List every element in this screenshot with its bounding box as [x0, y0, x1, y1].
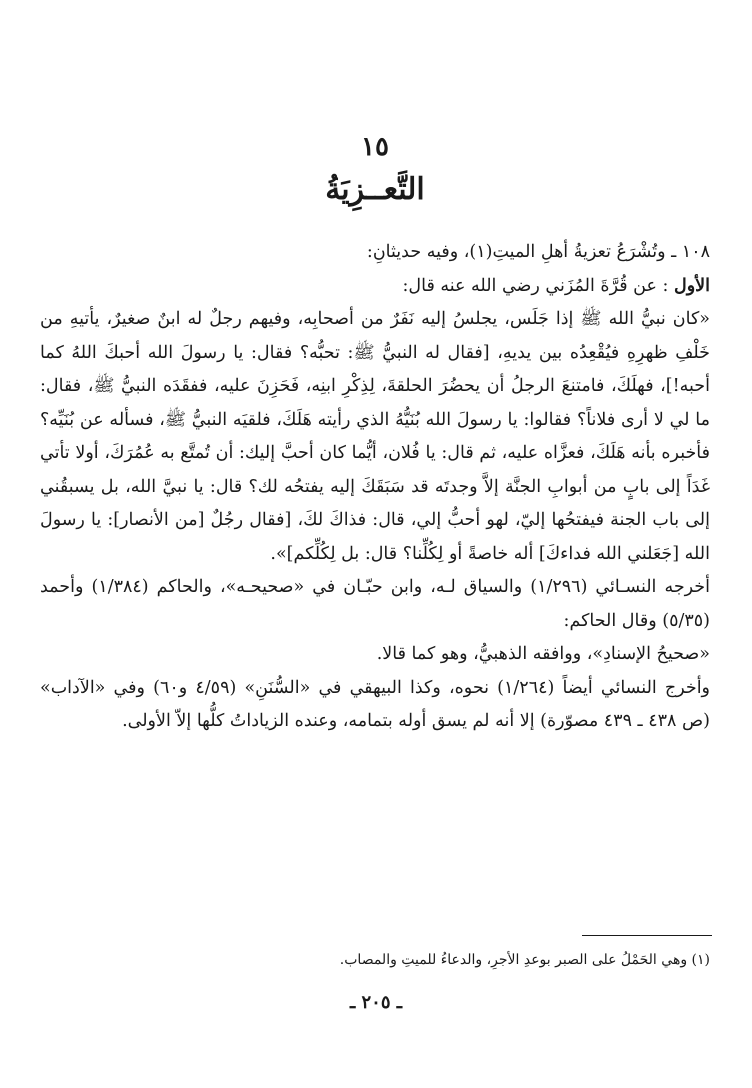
paragraph-text: : عن قُرَّةَ المُزَني رضي الله عنه قال:: [402, 275, 669, 296]
paragraph-takhrij: [40, 571, 710, 638]
footnote-divider: [582, 935, 712, 936]
paragraph-text: وأخرج النسائي أيضاً (١/٢٦٤) نحوه، وكذا البيهقي في «السُّنَنِ» (٤/٥٩ و٦٠) وفي «الآداب» (ص ٤٣٨ ـ ٤٣٩ مصوّرة) إلا أنه لم يسق أوله بتمامه، وعنده الزياداتُ كلُّها إلاّ الأولى.: [40, 677, 711, 731]
paragraph-text: أخرجه النسـائي (١/٢٩٦) والسياق لـه، وابن حبّـان في «صحيحـه»، والحاكم (١/٣٨٤) وأحمد (٥/٣٥) وقال الحاكم:: [40, 577, 710, 631]
paragraph-intro: [40, 236, 710, 270]
paragraph-lead: الأول: [673, 275, 710, 296]
paragraph-text: «كان نبيُّ الله ﷺ إذا جَلَس، يجلسُ إليه نَفَرٌ من أصحابِه، وفيهم رجلٌ له ابنٌ صغيرٌ، يأتيهِ من خَلْفِ ظهرِهِ فيُقْعِدُه بين يديهِ، [فقال له النبيُّ ﷺ: تحبُّه؟ فقال: يا رسولَ الله أحبكَ اللهُ كما أحبه!]، فهلَكَ، فامتنعَ الرجلُ أن يحضُرَ الحلقةَ، لِذِكْرِ ابنِه، فَحَزِنَ عليه، ففقَدَه النبيُّ ﷺ، فقال: ما لي لا أرى فلاناً؟ فقالوا: يا رسولَ الله بُنَيُّهُ الذي رأيته هَلَكَ، فلقيَه النبيُّ ﷺ، فسأله عن بُنَيِّه؟ فأخبره بأنه هَلَكَ، فعزَّاه عليه، ثم قال: يا فُلان، أيُّما كان أحبَّ إليك: أن تُمتَّع به عُمُرَكَ، أولا تأتي غَدَاً إلى بابٍ من أبوابِ الجنَّة إلاَّ وجدتَه قد سَبَقَكَ إليه يفتحُه لك؟ قال: يا نبيَّ الله، بل يسبقُني إلى باب الجنة فيفتحُها إليّ، لهو أحبُّ إلي، قال: فذاكَ لكَ، [فقال رجُلٌ [من الأنصار]: يا رسولَ الله [جَعَلني الله فداءكَ] أله خاصةً أو لِكُلِّنا؟ قال: بل لِكُلِّكم]».: [40, 309, 710, 564]
paragraph-grading: [40, 638, 710, 672]
paragraph-hadith-text: [40, 303, 710, 571]
paragraph-first-hadith: [40, 270, 710, 304]
chapter-number: ١٥: [361, 132, 389, 162]
footnote: (١) وهي الحَمْلُ على الصبر بوعدِ الأجرِ، والدعاءُ للميتِ والمصاب.: [339, 952, 710, 968]
paragraph-text: «صحيحُ الإسنادِ»، ووافقه الذهبيُّ، وهو كما قالا.: [376, 644, 710, 664]
page-content: [40, 130, 710, 739]
body-text: [40, 236, 710, 739]
paragraph-additional-sources: [40, 672, 710, 739]
page-number: ـ ٢٠٥ ـ: [349, 992, 403, 1013]
chapter-title: التَّعــزِيَةُ: [325, 172, 425, 207]
paragraph-text: ١٠٨ ـ وتُشْرَعُ تعزيةُ أهلِ الميتِ(١)، وفيه حديثانِ:: [366, 242, 710, 262]
